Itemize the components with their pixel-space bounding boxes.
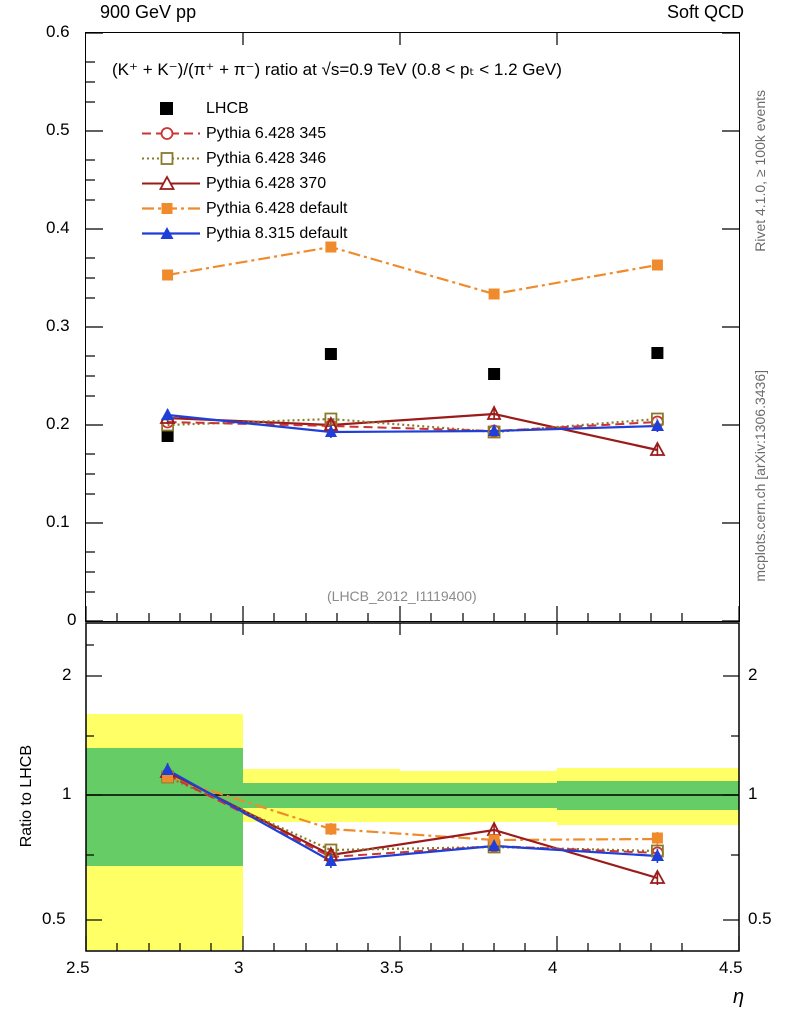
xtick-3.5: 3.5: [380, 958, 404, 977]
ytick-main-0.5: 0.5: [46, 120, 70, 139]
legend-marker-pythia-6-default: [140, 196, 202, 221]
legend-marker-pythia-8-default: [140, 221, 202, 246]
legend-marker-pythia-370: [140, 171, 202, 196]
legend-label-pythia-370: Pythia 6.428 370: [206, 174, 327, 192]
ytick-main-0.3: 0.3: [46, 316, 70, 335]
ratio-axis-label: Ratio to LHCB: [18, 745, 35, 848]
legend-label-pythia-8-default: Pythia 8.315 default: [206, 224, 348, 242]
mcplots-reference-label: mcplots.cern.ch [arXiv:1306.3436]: [752, 370, 768, 582]
xtick-4: 4: [548, 958, 558, 977]
legend-item-pythia-370[interactable]: [140, 171, 470, 196]
legend-label-pythia-346: Pythia 6.428 346: [206, 149, 327, 167]
legend-marker-pythia-346: [140, 146, 202, 171]
ytick-main-0.6: 0.6: [46, 22, 70, 41]
xtick-3: 3: [234, 958, 244, 977]
ytick-main-0.4: 0.4: [46, 218, 70, 237]
ytick-ratio-1-left: 1: [62, 784, 72, 803]
legend-marker-lhcb: [140, 96, 202, 121]
xtick-4.5: 4.5: [719, 958, 743, 977]
legend-label-pythia-6-default: Pythia 6.428 default: [206, 199, 348, 217]
legend-item-pythia-6-default[interactable]: [140, 196, 470, 221]
legend-marker-pythia-345: [140, 121, 202, 146]
legend: [140, 96, 470, 246]
ytick-ratio-0.5-left: 0.5: [42, 909, 66, 928]
ytick-ratio-2-right: 2: [748, 665, 758, 684]
ytick-ratio-2-left: 2: [62, 665, 72, 684]
legend-item-pythia-346[interactable]: [140, 146, 470, 171]
header-right-label: Soft QCD: [666, 2, 744, 22]
ytick-ratio-1-right: 1: [748, 784, 758, 803]
legend-label-pythia-345: Pythia 6.428 345: [206, 124, 327, 142]
legend-item-pythia-8-default[interactable]: [140, 221, 470, 246]
legend-label-lhcb: LHCB: [206, 99, 249, 117]
ytick-ratio-0.5-right: 0.5: [748, 909, 772, 928]
ytick-main-0.1: 0.1: [46, 512, 70, 531]
legend-item-pythia-345[interactable]: [140, 121, 470, 146]
ytick-main-0.2: 0.2: [46, 414, 70, 433]
xtick-2.5: 2.5: [66, 958, 90, 977]
legend-item-lhcb[interactable]: [140, 96, 470, 121]
ytick-main-0: 0: [67, 610, 77, 629]
plot-title: (K⁺ + K⁻)/(π⁺ + π⁻) ratio at √s=0.9 TeV (0.8 < pₜ < 1.2 GeV): [112, 60, 562, 79]
analysis-id-watermark: (LHCB_2012_I1119400): [327, 588, 477, 604]
rivet-version-label: Rivet 4.1.0, ≥ 100k events: [752, 90, 768, 252]
x-axis-label: η: [733, 986, 745, 1008]
header-left-label: 900 GeV pp: [100, 2, 197, 22]
